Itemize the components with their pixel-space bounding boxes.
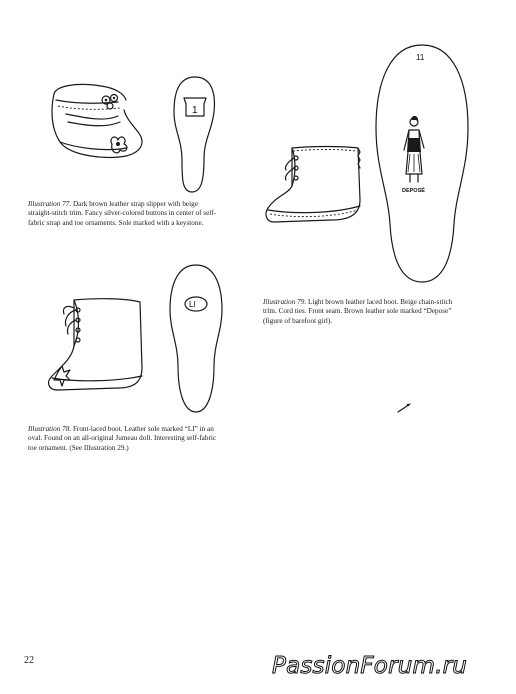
caption-78-label: Illustration 78.	[28, 425, 72, 433]
caption-77-line-1: Dark brown leather strap slipper with beige	[72, 200, 198, 208]
keystone-mark-text: 1	[192, 105, 198, 116]
caption-79-label: Illustration 79.	[263, 298, 307, 306]
caption-illustration-78	[28, 425, 268, 453]
depose-sole-drawing	[372, 42, 472, 288]
caption-77-label: Illustration 77.	[28, 200, 72, 208]
caption-77-line-2: straight-stitch trim. Fancy silver-colored buttons in center of self-	[28, 209, 217, 218]
depose-mark-text: DEPOSÉ	[402, 188, 425, 194]
barefoot-girl-figure	[404, 116, 424, 182]
sole-mark-text: 11	[416, 53, 425, 62]
laced-boot-drawing	[262, 140, 366, 230]
caption-78-line-2: oval. Found on an all-original Jumeau doll. Interesting self-fabric	[28, 434, 217, 443]
keystone-sole-drawing	[170, 74, 220, 196]
front-laced-boot-drawing	[44, 296, 154, 398]
li-sole-drawing	[166, 262, 226, 416]
li-mark-text: LI	[189, 300, 196, 309]
watermark: PassionForum.ru	[272, 653, 468, 679]
caption-79-line-2: trim. Cord ties. Front seam. Brown leather sole marked “Depose”	[263, 307, 452, 316]
strap-slipper-drawing	[46, 72, 156, 167]
stray-mark	[396, 402, 412, 414]
caption-illustration-79	[263, 298, 503, 326]
page-number: 22	[24, 655, 34, 666]
caption-79-line-1: Light brown leather laced boot. Beige chain-stitch	[307, 298, 453, 306]
caption-78-line-1: Front-laced boot. Leather sole marked “LI” in an	[72, 425, 214, 433]
caption-illustration-77	[28, 200, 258, 228]
caption-78-line-3: toe ornament. (See Illustration 29.)	[28, 443, 129, 452]
caption-79-line-3: (figure of barefoot girl).	[263, 316, 333, 325]
caption-77-line-3: fabric strap and toe ornaments. Sole marked with a keystone.	[28, 218, 204, 227]
